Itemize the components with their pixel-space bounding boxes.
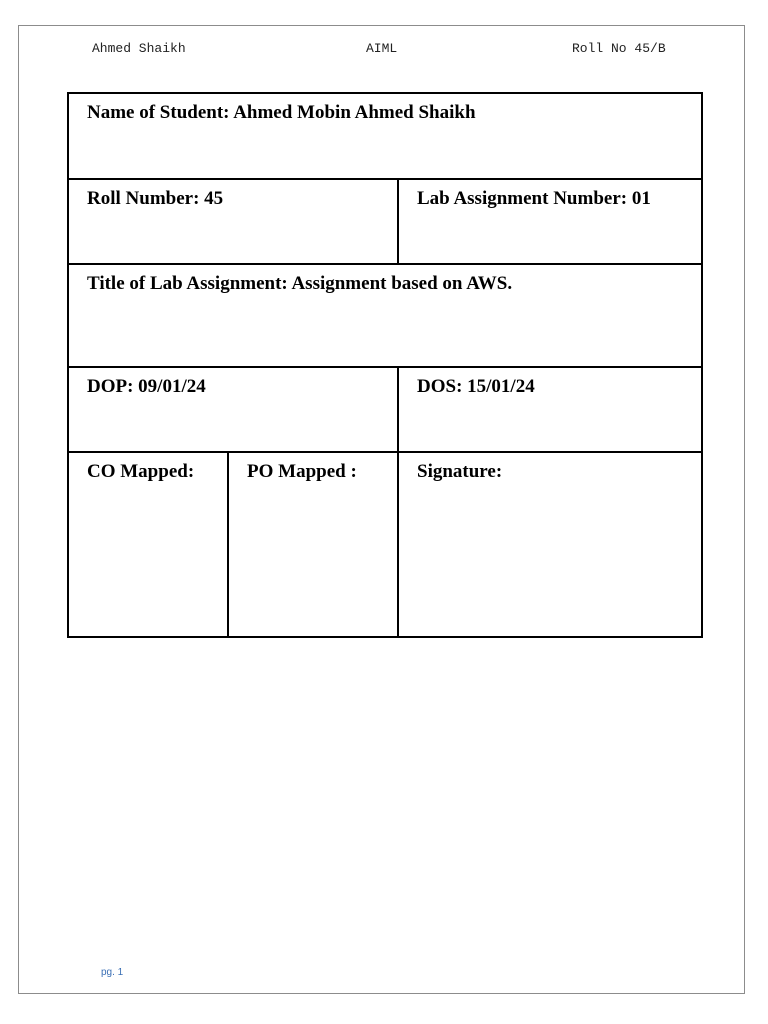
cover-table [67,92,703,638]
po-mapped-cell: PO Mapped : [228,452,398,637]
signature-cell: Signature: [398,452,702,637]
dos-cell: DOS: 15/01/24 [398,367,702,452]
header-author: Ahmed Shaikh [92,41,186,56]
co-mapped-cell: CO Mapped: [68,452,228,637]
dop-cell: DOP: 09/01/24 [68,367,398,452]
student-name-cell: Name of Student: Ahmed Mobin Ahmed Shaikh [68,93,702,179]
table-row [68,93,702,179]
roll-number-cell: Roll Number: 45 [68,179,398,264]
table-row [68,264,702,367]
header-department: AIML [366,41,398,56]
table-row [68,367,702,452]
header-roll: Roll No 45/B [572,41,666,56]
page-number: pg. 1 [101,967,124,978]
table-row [68,179,702,264]
lab-assignment-number-cell: Lab Assignment Number: 01 [398,179,702,264]
table-row [68,452,702,637]
assignment-title-cell: Title of Lab Assignment: Assignment based on AWS. [68,264,702,367]
